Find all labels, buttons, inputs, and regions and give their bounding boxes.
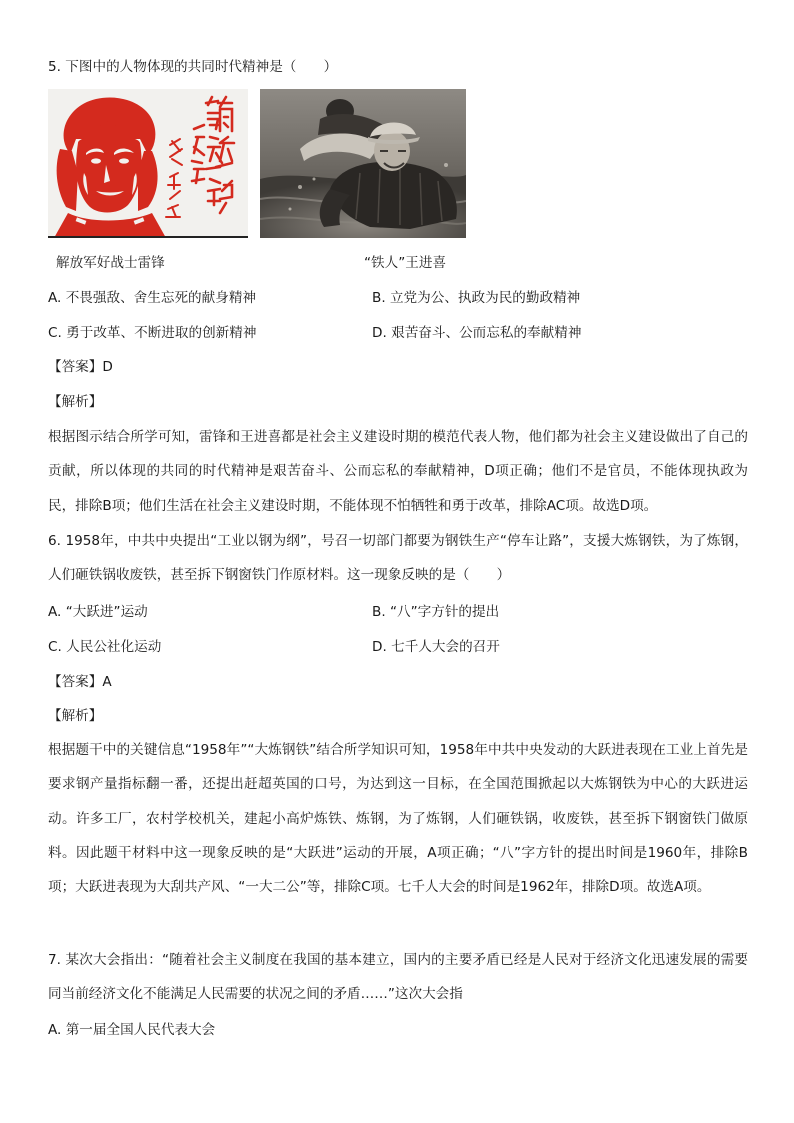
q5-analysis-label: 【解析】 [48, 394, 103, 410]
q6-option-c: C. 人民公社化运动 [48, 639, 162, 655]
wangjinxi-caption: “铁人”王进喜 [364, 255, 447, 271]
q7-stem: 7. 某次大会指出：“随着社会主义制度在我国的基本建立，国内的主要矛盾已经是人民对于经济文化迅速发展的需要同当前经济文化不能满足人民需要的状况之间的矛盾……”这次大会指 [48, 952, 748, 1003]
q6-stem: 6. 1958年，中共中央提出“工业以钢为纲”，号召一切部门都要为钢铁生产“停车让路”，支援大炼钢铁，为了炼钢，人们砸铁锅收废铁，甚至拆下钢窗铁门作原材料。这一现象反映的是（ ） [48, 533, 748, 584]
q6-option-d: D. 七千人大会的召开 [372, 639, 500, 655]
q5-analysis: 根据图示结合所学可知，雷锋和王进喜都是社会主义建设时期的模范代表人物，他们都为社会主义建设做出了自己的贡献，所以体现的共同的时代精神是艰苦奋斗、公而忘私的奉献精神，D项正确；他们不是官员，不能体现执政为民，排除B项；他们生活在社会主义建设时期，不能体现不怕牺牲和勇于改革，排除AC项。故选D项。 [48, 429, 748, 514]
wangjinxi-photo [260, 89, 466, 238]
q5-stem: 5. 下图中的人物体现的共同时代精神是（ ） [48, 59, 338, 75]
leifeng-papercut-illustration [48, 89, 248, 238]
q5-option-b: B. 立党为公、执政为民的勤政精神 [372, 290, 581, 306]
q7-option-a: A. 第一届全国人民代表大会 [48, 1022, 216, 1038]
wangjinxi-photo-illustration [260, 89, 466, 238]
leifeng-papercut-image [48, 89, 248, 238]
q6-analysis-label: 【解析】 [48, 708, 103, 724]
q6-option-b: B. “八”字方针的提出 [372, 604, 500, 620]
q5-option-a: A. 不畏强敌、舍生忘死的献身精神 [48, 290, 257, 306]
q5-option-c: C. 勇于改革、不断进取的创新精神 [48, 325, 257, 341]
q6-analysis: 根据题干中的关键信息“1958年”“大炼钢铁”结合所学知识可知，1958年中共中央发动的大跃进表现在工业上首先是要求钢产量指标翻一番，还提出赶超英国的口号，为达到这一目标，在全国范围掀起以大炼钢铁为中心的大跃进运动。许多工厂，农村学校机关，建起小高炉炼铁、炼钢，为了炼钢，人们砸铁锅，收废铁，甚至拆下钢窗铁门做原料。因此题干材料中这一现象反映的是“大跃进”运动的开展，A项正确；“八”字方针的提出时间是1960年，排除B项；大跃进表现为大刮共产风、“一大二公”等，排除C项。七千人大会的时间是1962年，排除D项。故选A项。 [48, 742, 748, 896]
q5-option-d: D. 艰苦奋斗、公而忘私的奉献精神 [372, 325, 582, 341]
q6-option-a: A. “大跃进”运动 [48, 604, 148, 620]
q5-answer: 【答案】D [48, 359, 113, 375]
leifeng-caption: 解放军好战士雷锋 [56, 255, 165, 271]
q6-answer: 【答案】A [48, 674, 112, 690]
